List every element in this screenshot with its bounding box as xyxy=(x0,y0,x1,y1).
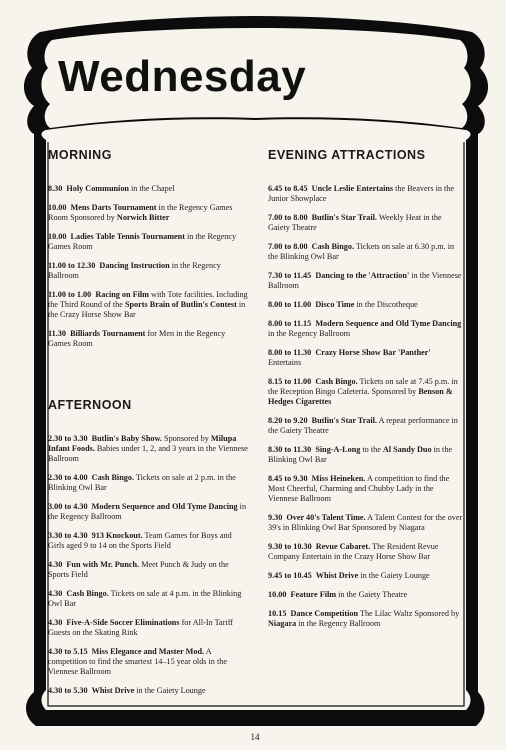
morning-entry xyxy=(48,232,248,252)
afternoon-entry xyxy=(48,473,248,493)
event-time: 2.30 to 4.00 xyxy=(48,473,88,482)
right-column xyxy=(268,148,464,638)
event-name: Five-A-Side Soccer Eliminations xyxy=(66,618,180,627)
event-time: 8.30 to 11.30 xyxy=(268,445,312,454)
event-detail: The Lilac Waltz Sponsored by xyxy=(358,609,460,618)
evening-heading: EVENING ATTRACTIONS xyxy=(268,148,426,162)
event-detail: Tickets on sale at 6.30 p.m. in the Blinking Owl Bar xyxy=(268,242,455,261)
event-name: Cash Bingo. xyxy=(91,473,134,482)
afternoon-entry xyxy=(48,589,248,609)
event-time: 7.00 to 8.00 xyxy=(268,242,308,251)
event-time: 6.45 to 8.45 xyxy=(268,184,308,193)
event-time: 4.30 xyxy=(48,589,63,598)
event-time: 4.30 xyxy=(48,560,63,569)
evening-entry xyxy=(268,319,464,339)
event-detail: Meet Punch & Judy on the Sports Field xyxy=(48,560,229,579)
event-time: 7.00 to 8.00 xyxy=(268,213,308,222)
event-time: 10.00 xyxy=(48,232,67,241)
event-time: 8.00 to 11.30 xyxy=(268,348,312,357)
event-time: 4.30 xyxy=(48,618,63,627)
event-name: Cash Bingo. xyxy=(315,377,358,386)
event-detail: in the Discotheque xyxy=(354,300,418,309)
event-detail: in the Regency Ballroom xyxy=(48,502,247,521)
event-time: 11.30 xyxy=(48,329,66,338)
event-time: 3.00 to 4.30 xyxy=(48,502,88,511)
event-time: 9.30 to 10.30 xyxy=(268,542,312,551)
evening-entry xyxy=(268,348,464,368)
event-name: Miss Heineken. xyxy=(311,474,366,483)
event-name: Modern Sequence and Old Tyme Dancing xyxy=(91,502,238,511)
event-name: Over 40's Talent Time. xyxy=(286,513,366,522)
event-detail: for All-In Tariff Guests on the Skating Rink xyxy=(48,618,233,637)
event-sponsor: Niagara xyxy=(268,619,297,628)
event-name: Butlin's Star Trail. xyxy=(311,416,377,425)
afternoon-entry xyxy=(48,686,248,696)
event-time: 4.30 to 5.15 xyxy=(48,647,88,656)
event-name: Dance Competition xyxy=(290,609,359,618)
evening-entry xyxy=(268,571,464,581)
afternoon-entry xyxy=(48,434,248,464)
evening-entry xyxy=(268,542,464,562)
event-name: Fun with Mr. Punch. xyxy=(66,560,140,569)
event-detail: in the Chapel xyxy=(128,184,175,193)
event-detail: Weekly Heat in the Gaiety Theatre xyxy=(268,213,442,232)
event-detail: Tickets on sale at 2 p.m. in the Blinking Owl Bar xyxy=(48,473,236,492)
evening-entry xyxy=(268,213,464,233)
event-detail: with Tote facilities. Including the Third Round of the xyxy=(48,290,248,309)
event-sponsor: Benson & Hedges Cigarettes xyxy=(268,387,453,406)
afternoon-entry xyxy=(48,560,248,580)
evening-list xyxy=(268,184,464,629)
event-detail: Tickets on sale at 4 p.m. in the Blinking Owl Bar xyxy=(48,589,242,608)
event-name: Crazy Horse Show Bar 'Panther' xyxy=(315,348,431,357)
event-time: 9.30 xyxy=(268,513,283,522)
event-detail: in the Gaiety Lounge xyxy=(134,686,206,695)
event-time: 3.30 to 4.30 xyxy=(48,531,88,540)
event-name: 913 Knockout. xyxy=(91,531,143,540)
afternoon-entry xyxy=(48,618,248,638)
event-detail: in the Crazy Horse Show Bar xyxy=(48,300,246,319)
event-detail: in the Viennese Ballroom xyxy=(268,271,462,290)
event-sponsor: Milupa Infant Foods. xyxy=(48,434,237,453)
event-time: 8.30 xyxy=(48,184,63,193)
event-detail: Sponsored by xyxy=(161,434,211,443)
event-time: 10.00 xyxy=(48,203,67,212)
evening-entry xyxy=(268,590,464,600)
event-time: 10.00 xyxy=(268,590,287,599)
event-name: Cash Bingo. xyxy=(311,242,354,251)
event-name: Dancing Instruction xyxy=(99,261,170,270)
event-detail: A competition to find the Most Cheerful, Charming and Chubby Lady in the Viennese Ballroom xyxy=(268,474,450,503)
morning-heading: MORNING xyxy=(48,148,112,162)
event-sponsor: Norwich Bitter xyxy=(116,213,170,222)
evening-entry xyxy=(268,445,464,465)
morning-entry xyxy=(48,261,248,281)
afternoon-list xyxy=(48,434,248,696)
evening-entry xyxy=(268,609,464,629)
event-time: 8.20 to 9.20 xyxy=(268,416,308,425)
afternoon-entry xyxy=(48,647,248,677)
event-detail: in the Gaiety Theatre xyxy=(336,590,408,599)
morning-entry xyxy=(48,184,248,194)
event-detail: A competition to find the smartest 14–15 year olds in the Viennese Ballroom xyxy=(48,647,227,676)
event-detail: in the Regency Ballroom xyxy=(48,261,221,280)
event-detail: in the Regency Games Room Sponsored by xyxy=(48,203,233,222)
event-name: Ladies Table Tennis Tournament xyxy=(70,232,185,241)
morning-list xyxy=(48,184,248,349)
event-time: 9.45 to 10.45 xyxy=(268,571,312,580)
event-name: Feature Film xyxy=(290,590,337,599)
afternoon-entry xyxy=(48,531,248,551)
afternoon-heading: AFTERNOON xyxy=(48,398,132,412)
event-name: Racing on Film xyxy=(95,290,149,299)
event-detail: Babies under 1, 2, and 3 years in the Viennese Ballroom xyxy=(48,444,248,463)
event-detail: A repeat performance in the Gaiety Theatre xyxy=(268,416,458,435)
event-name: Butlin's Star Trail. xyxy=(311,213,377,222)
event-detail: in the Gaiety Lounge xyxy=(358,571,430,580)
event-detail: Entertains xyxy=(268,358,302,367)
event-name: Disco Time xyxy=(315,300,355,309)
event-time: 2.30 to 3.30 xyxy=(48,434,88,443)
event-name: Miss Elegance and Master Mod. xyxy=(91,647,205,656)
event-time: 8.00 to 11.00 xyxy=(268,300,312,309)
event-name: Modern Sequence and Old Tyme Dancing xyxy=(315,319,462,328)
event-name: Uncle Leslie Entertains xyxy=(311,184,394,193)
afternoon-entry xyxy=(48,502,248,522)
evening-entry xyxy=(268,377,464,407)
event-detail: Team Games for Boys and Girls aged 9 to 14 on the Sports Field xyxy=(48,531,232,550)
evening-entry xyxy=(268,271,464,291)
event-name: Sing-A-Long xyxy=(315,445,361,454)
event-detail: The Resident Revue Company Entertain in the Crazy Horse Show Bar xyxy=(268,542,439,561)
evening-entry xyxy=(268,513,464,533)
event-name: Revue Cabaret. xyxy=(315,542,371,551)
event-name: Whist Drive xyxy=(91,686,135,695)
evening-entry xyxy=(268,242,464,262)
event-time: 4.30 to 5.30 xyxy=(48,686,88,695)
event-detail: the Beavers in the Junior Showplace xyxy=(268,184,455,203)
event-detail: A Talent Contest for the over 39's in Blinking Owl Bar Sponsored by Niagara xyxy=(268,513,463,532)
event-detail: for Men in the Regency Games Room xyxy=(48,329,226,348)
event-name: Billiards Tournament xyxy=(70,329,146,338)
event-time: 11.00 to 12.30 xyxy=(48,261,96,270)
evening-entry xyxy=(268,474,464,504)
page-title: Wednesday xyxy=(58,52,307,101)
event-detail: Tickets on sale at 7.45 p.m. in the Reception Bingo Cafeteria. Sponsored by xyxy=(268,377,458,396)
morning-entry xyxy=(48,203,248,223)
page-number: 14 xyxy=(250,732,260,742)
morning-entry xyxy=(48,329,248,349)
event-time: 8.00 to 11.15 xyxy=(268,319,312,328)
event-name: Holy Communion xyxy=(66,184,129,193)
event-name: Mens Darts Tournament xyxy=(70,203,157,212)
event-detail: in the Regency Games Room xyxy=(48,232,237,251)
event-time: 10.15 xyxy=(268,609,287,618)
evening-entry xyxy=(268,184,464,204)
event-name: Butlin's Baby Show. xyxy=(91,434,162,443)
event-detail: in the Regency Ballroom xyxy=(296,619,381,628)
event-name: Dancing to the 'Attraction' xyxy=(315,271,410,280)
event-detail: in the Blinking Owl Bar xyxy=(268,445,453,464)
event-name: Cash Bingo. xyxy=(66,589,109,598)
event-sponsor: Al Sandy Duo xyxy=(382,445,432,454)
event-time: 7.30 to 11.45 xyxy=(268,271,312,280)
event-time: 8.15 to 11.00 xyxy=(268,377,312,386)
event-name: Whist Drive xyxy=(315,571,359,580)
left-column xyxy=(48,148,248,705)
evening-entry xyxy=(268,416,464,436)
event-detail: to the xyxy=(360,445,383,454)
event-time: 11.00 to 1.00 xyxy=(48,290,92,299)
morning-entry xyxy=(48,290,248,320)
event-time: 8.45 to 9.30 xyxy=(268,474,308,483)
evening-entry xyxy=(268,300,464,310)
event-detail: in the Regency Ballroom xyxy=(268,329,351,338)
event-sponsor: Sports Brain of Butlin's Contest xyxy=(124,300,237,309)
